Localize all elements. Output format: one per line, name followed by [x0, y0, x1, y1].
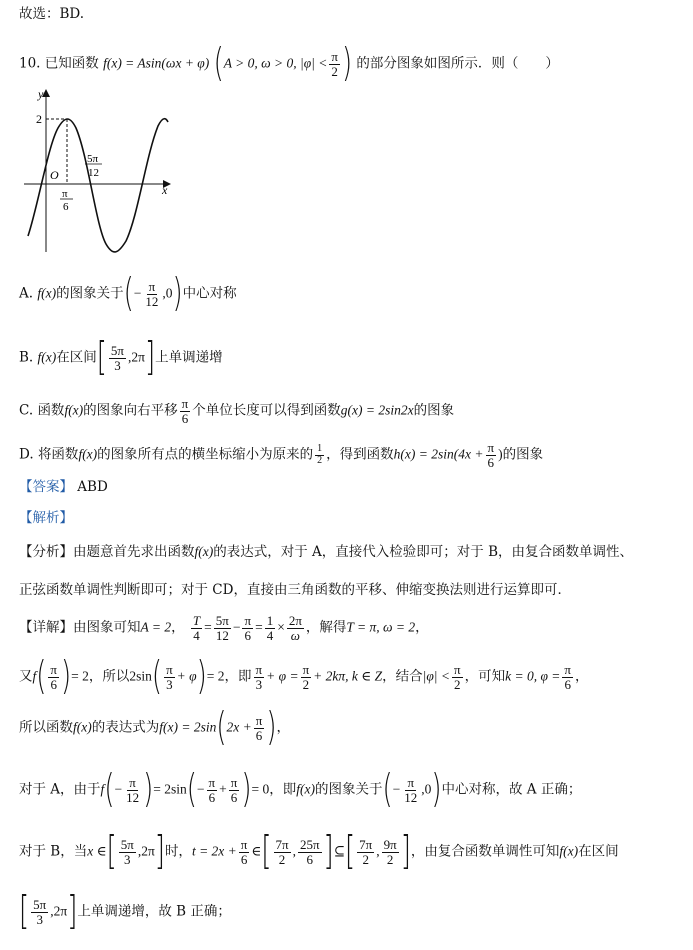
condition-fraction: $\frac{\pi}{2}$ — [331, 49, 338, 79]
x-label-pi6-num: π — [62, 188, 68, 200]
option-b: B. f(x)在区间[ $\frac{5\pi}{3}$ ,2π]上单调递增 — [19, 335, 223, 381]
function-graph — [18, 86, 178, 256]
option-a: A. f(x)的图象关于(− $\frac{\pi}{12}$ ,0)中心对称 — [19, 271, 237, 317]
option-d: D. 将函数f(x)的图象所有点的横坐标缩小为原来的 $\frac{1}{2}$ ，得到函数h(x) = 2sin(4x + $\frac{\pi}{6}$ )的图象 — [19, 440, 544, 470]
question-text: 已知函数 — [44, 55, 99, 72]
function-expression: f(x) = Asin(ωx + φ) — [103, 55, 210, 71]
detail-line-1: 【详解】由图象可知A = 2， $\frac{T}{4}$ = $\frac{5\pi}{12}$ − $\frac{\pi}{6}$ = $\frac{1}{4}$ × $\frac{2\pi}{\omega}$ ，解得T = π, ω = 2， — [19, 613, 429, 643]
analysis-heading: 【解析】 — [19, 510, 73, 526]
answer-value: ABD — [77, 479, 108, 495]
detail-line-a: 对于 A，由于f(− $\frac{\pi}{12}$ )= 2sin(− $\frac{\pi}{6}$ + $\frac{\pi}{6}$ )= 0，即f(x)的图象关于(− $\frac{\pi}{12}$ ,0)中心对称，故 A 正确； — [19, 767, 582, 813]
analysis-line-1: 【分析】由题意首先求出函数f(x)的表达式，对于 A，直接代入检验即可；对于 B，由复合函数单调性、 — [19, 544, 633, 560]
x-label-5pi12-num: 5π — [87, 153, 99, 165]
origin-label: O — [50, 168, 59, 182]
detail-line-b-cont: [ $\frac{5\pi}{3}$ ,2π]上单调递增，故 B 正确； — [19, 889, 231, 935]
question-number: 10. — [19, 55, 41, 72]
condition: A > 0, ω > 0, |φ| < — [223, 55, 328, 71]
detail-line-2: 又f( $\frac{\pi}{6}$ )= 2，所以2sin( $\frac{\pi}{3}$ + φ)= 2，即 $\frac{\pi}{3}$ + φ = $\frac{\pi}{2}$ + 2kπ, k ∈ Z，结合|φ| < $\frac{\pi}{2}$ ，可知k = 0, φ = $\frac{\pi}{6}$ ， — [19, 654, 589, 700]
y-axis-label: y — [38, 87, 44, 101]
detail-line-b: 对于 B，当x ∈[ $\frac{5\pi}{3}$ ,2π]时，t = 2x + $\frac{\pi}{6}$ ∈[ $\frac{7\pi}{2}$ , $\frac{25\pi}{6}$ ]⊆[ $\frac{7\pi}{2}$ , $\frac{9\pi}{2}$ ]，由复合函数单调性可知f(x)在区间 — [19, 829, 619, 875]
option-c: C. 函数f(x)的图象向右平移 $\frac{\pi}{6}$ 个单位长度可以得到函数g(x) = 2sin2x的图象 — [19, 396, 455, 426]
x-label-5pi12-den: 12 — [88, 167, 99, 179]
detail-line-3: 所以函数f(x)的表达式为f(x) = 2sin(2x + $\frac{\pi}{6}$ )， — [19, 705, 290, 751]
sine-curve — [28, 119, 168, 252]
x-label-pi6-den: 6 — [63, 201, 69, 213]
previous-answer: 故选：BD. — [19, 6, 85, 22]
question-10-stem: 10. 已知函数 f(x) = Asin(ωx + φ) (A > 0, ω > 0, |φ| < $\frac{\pi}{2}$ ) 的部分图象如图所示．则（ ） — [19, 41, 559, 87]
answer-label: 答案 — [32, 479, 60, 495]
x-axis-label: x — [162, 183, 168, 197]
answer-line: 【答案】 ABD — [19, 479, 108, 495]
y-tick-label: 2 — [36, 112, 42, 126]
question-text-tail: 的部分图象如图所示．则（ ） — [356, 55, 559, 72]
analysis-line-2: 正弦函数单调性判断即可；对于 CD，直接由三角函数的平移、伸缩变换法则进行运算即可． — [19, 582, 571, 598]
